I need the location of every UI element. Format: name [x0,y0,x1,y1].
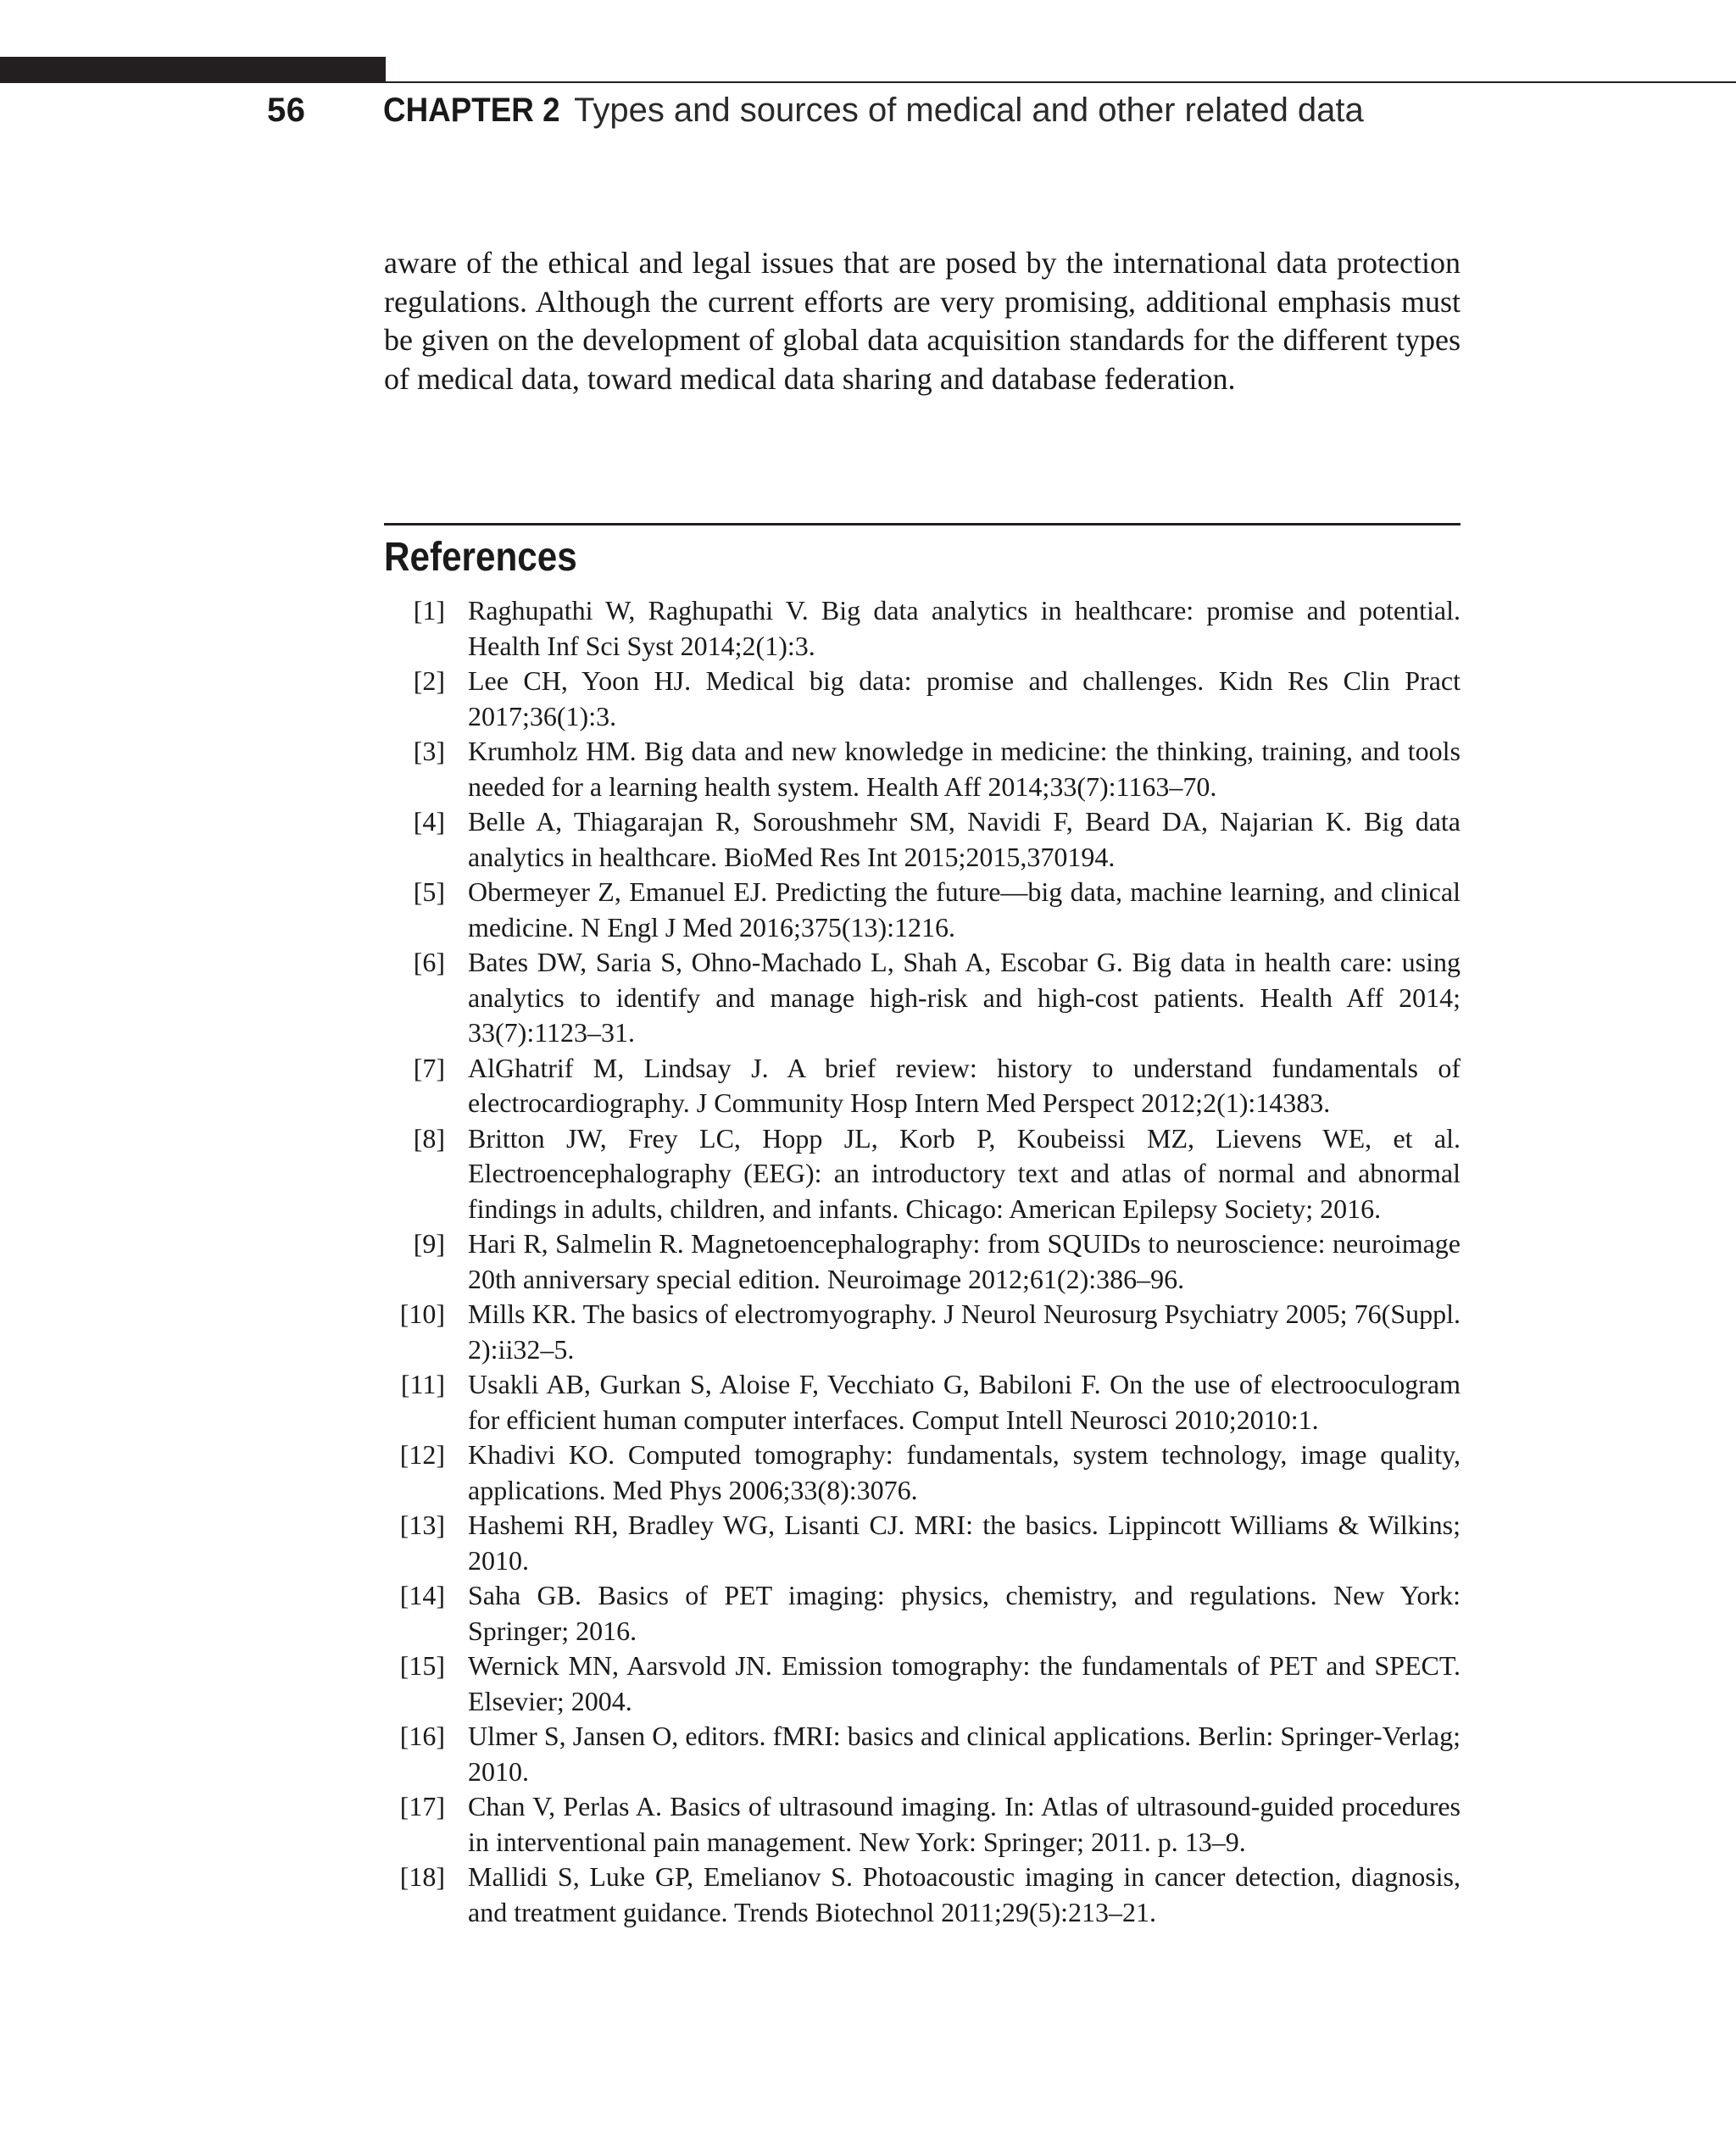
reference-number: [4] [413,806,445,837]
reference-item [384,804,1461,875]
reference-text: Belle A, Thiagarajan R, Soroushmehr SM, Navidi F, Beard DA, Najarian K. Big data analytics in healthcare. BioMed Res Int 2015;2015,370194. [468,806,1461,872]
chapter-label: CHAPTER 2 [383,92,560,129]
reference-item [384,1860,1461,1930]
reference-item [384,1226,1461,1297]
reference-text: Khadivi KO. Computed tomography: fundamentals, system technology, image quality, applications. Med Phys 2006;33(8):3076. [468,1439,1461,1505]
reference-item [384,945,1461,1051]
reference-text: Usakli AB, Gurkan S, Aloise F, Vecchiato G, Babiloni F. On the use of electrooculogram for efficient human computer interfaces. Comput Intell Neurosci 2010;2010:1. [468,1369,1461,1435]
reference-item [384,734,1461,804]
reference-number: [10] [399,1299,445,1329]
references-heading: References [384,535,577,580]
reference-number: [9] [413,1228,445,1259]
reference-number: [3] [413,736,445,766]
reference-item [384,593,1461,664]
reference-text: Mallidi S, Luke GP, Emelianov S. Photoacoustic imaging in cancer detection, diagnosis, and treatment guidance. Trends Biotechnol 2011;29(5):213‒21. [468,1861,1461,1927]
reference-text: Hari R, Salmelin R. Magnetoencephalography: from SQUIDs to neuroscience: neuroimage 20th anniversary special edition. Neuroimage 2012;61(2):386‒96. [468,1228,1461,1294]
page-number: 56 [267,92,306,129]
reference-text: Hashemi RH, Bradley WG, Lisanti CJ. MRI: the basics. Lippincott Williams & Wilkins; 2010. [468,1510,1461,1576]
reference-item [384,664,1461,734]
reference-item [384,1578,1461,1649]
reference-text: Lee CH, Yoon HJ. Medical big data: promise and challenges. Kidn Res Clin Pract 2017;36(1):3. [468,665,1461,731]
body-paragraph: aware of the ethical and legal issues that are posed by the international data protection regulations. Although the current efforts are very promising, additional emphasis must be given on the development of global data acquisition standards for the different types of medical data, toward medical data sharing and database federation. [384,246,1461,396]
reference-item [384,1719,1461,1789]
reference-text: Chan V, Perlas A. Basics of ultrasound imaging. In: Atlas of ultrasound-guided procedures in interventional pain management. New York: Springer; 2011. p. 13‒9. [468,1791,1461,1857]
reference-item [384,1121,1461,1227]
reference-text: Bates DW, Saria S, Ohno-Machado L, Shah A, Escobar G. Big data in health care: using analytics to identify and manage high-risk and high-cost patients. Health Aff 2014; 33(7):1123‒31. [468,947,1461,1048]
reference-item [384,1438,1461,1508]
reference-number: [11] [400,1369,445,1399]
reference-text: Raghupathi W, Raghupathi V. Big data analytics in healthcare: promise and potential. Health Inf Sci Syst 2014;2(1):3. [468,595,1461,661]
reference-number: [5] [413,876,445,907]
header-rule [386,81,1736,83]
reference-text: Wernick MN, Aarsvold JN. Emission tomography: the fundamentals of PET and SPECT. Elsevier; 2004. [468,1650,1461,1716]
reference-number: [15] [399,1650,445,1681]
reference-text: Mills KR. The basics of electromyography. J Neurol Neurosurg Psychiatry 2005; 76(Suppl. 2):ii32‒5. [468,1299,1461,1365]
reference-text: Ulmer S, Jansen O, editors. fMRI: basics and clinical applications. Berlin: Springer-Verlag; 2010. [468,1721,1461,1787]
reference-text: Saha GB. Basics of PET imaging: physics, chemistry, and regulations. New York: Springer; 2016. [468,1580,1461,1646]
reference-number: [6] [413,947,445,977]
reference-item [384,1367,1461,1438]
reference-item [384,875,1461,945]
reference-item [384,1508,1461,1578]
reference-number: [12] [399,1439,445,1470]
references-rule [384,523,1461,526]
reference-item [384,1649,1461,1719]
reference-text: AlGhatrif M, Lindsay J. A brief review: history to understand fundamentals of electrocardiography. J Community Hosp Intern Med Perspect 2012;2(1):14383. [468,1052,1461,1118]
chapter-title: Types and sources of medical and other related data [574,92,1364,129]
reference-text: Krumholz HM. Big data and new knowledge in medicine: the thinking, training, and tools needed for a learning health system. Health Aff 2014;33(7):1163‒70. [468,736,1461,802]
reference-item [384,1789,1461,1860]
reference-number: [16] [399,1721,445,1751]
reference-number: [14] [399,1580,445,1610]
reference-number: [7] [413,1052,445,1083]
running-head [383,92,1364,130]
header-bar [0,57,386,83]
reference-number: [18] [399,1861,445,1892]
reference-number: [17] [399,1791,445,1821]
reference-text: Britton JW, Frey LC, Hopp JL, Korb P, Koubeissi MZ, Lievens WE, et al. Electroencephalography (EEG): an introductory text and atlas of normal and abnormal findings in adults, children, and infants. Chicago: American Epilepsy Society; 2016. [468,1122,1461,1224]
reference-number: [8] [413,1122,445,1154]
reference-item [384,1051,1461,1121]
reference-text: Obermeyer Z, Emanuel EJ. Predicting the future—big data, machine learning, and clinical medicine. N Engl J Med 2016;375(13):1216. [468,876,1461,943]
reference-number: [13] [399,1510,445,1540]
reference-number: [1] [413,595,445,626]
reference-item [384,1297,1461,1367]
reference-list [384,593,1461,1930]
reference-number: [2] [413,665,445,696]
